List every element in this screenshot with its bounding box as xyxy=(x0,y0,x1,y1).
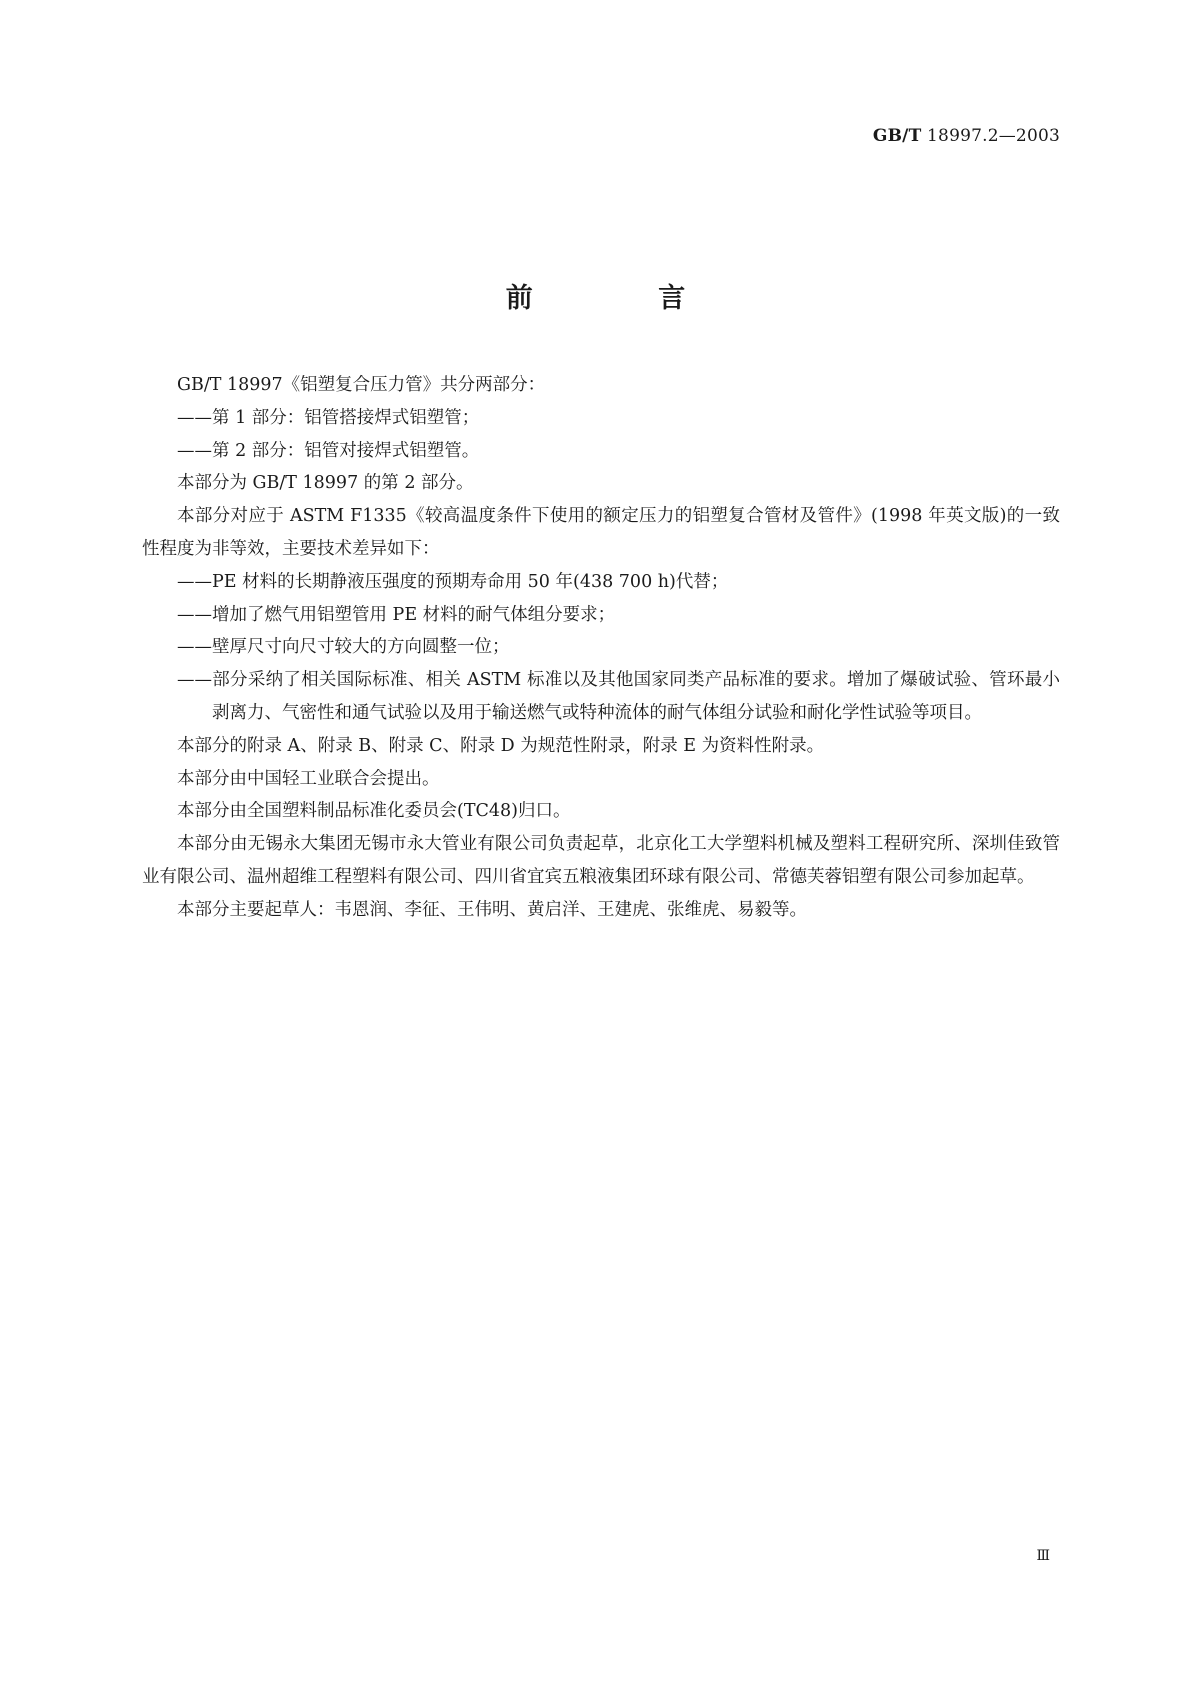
preface-title: 前 言 xyxy=(505,283,744,314)
paragraph-astm-correspondence: 本部分对应于 ASTM F1335《较高温度条件下使用的额定压力的铝塑复合管材及管件》(1998 年英文版)的一致性程度为非等效，主要技术差异如下： xyxy=(142,506,1060,559)
list-item-difference-standards: ——部分采纳了相关国际标准、相关 ASTM 标准以及其他国家同类产品标准的要求。增加了爆破试验、管环最小剥离力、气密性和通气试验以及用于输送燃气或特种流体的耐气体组分试验和耐化学性试验等项目。 xyxy=(177,670,1060,723)
paragraph-parts-intro: GB/T 18997《铝塑复合压力管》共分两部分： xyxy=(177,375,546,395)
paragraph-annexes: 本部分的附录 A、附录 B、附录 C、附录 D 为规范性附录，附录 E 为资料性附录。 xyxy=(177,735,825,756)
paragraph-drafters: 本部分主要起草人：韦恩润、李征、王伟明、黄启洋、王建虎、张维虎、易毅等。 xyxy=(177,899,807,920)
list-item-difference-lifetime: ——PE 材料的长期静液压强度的预期寿命用 50 年(438 700 h)代替； xyxy=(177,571,729,592)
standard-code-prefix: GB/T xyxy=(872,126,922,146)
page-number: Ⅲ xyxy=(1036,1548,1050,1564)
list-item-difference-gas-component: ——增加了燃气用铝塑管用 PE 材料的耐气体组分要求； xyxy=(177,604,616,625)
paragraph-this-part: 本部分为 GB/T 18997 的第 2 部分。 xyxy=(177,473,474,494)
preface-body xyxy=(142,369,1060,927)
list-item-part-2: ——第 2 部分：铝管对接焊式铝塑管。 xyxy=(177,440,480,461)
list-item-part-1: ——第 1 部分：铝管搭接焊式铝塑管； xyxy=(177,407,480,428)
paragraph-proposed-by: 本部分由中国轻工业联合会提出。 xyxy=(177,768,440,789)
standard-code xyxy=(873,126,1060,146)
standard-code-number: 18997.2—2003 xyxy=(927,126,1060,146)
paragraph-centralized-by: 本部分由全国塑料制品标准化委员会(TC48)归口。 xyxy=(177,801,571,822)
paragraph-drafting-organizations: 本部分由无锡永大集团无锡市永大管业有限公司负责起草，北京化工大学塑料机械及塑料工程研究所、深圳佳致管业有限公司、温州超维工程塑料有限公司、四川省宜宾五粮液集团环球有限公司、常德芙蓉铝塑有限公司参加起草。 xyxy=(142,834,1060,887)
list-item-difference-wall-thickness: ——壁厚尺寸向尺寸较大的方向圆整一位； xyxy=(177,637,510,658)
